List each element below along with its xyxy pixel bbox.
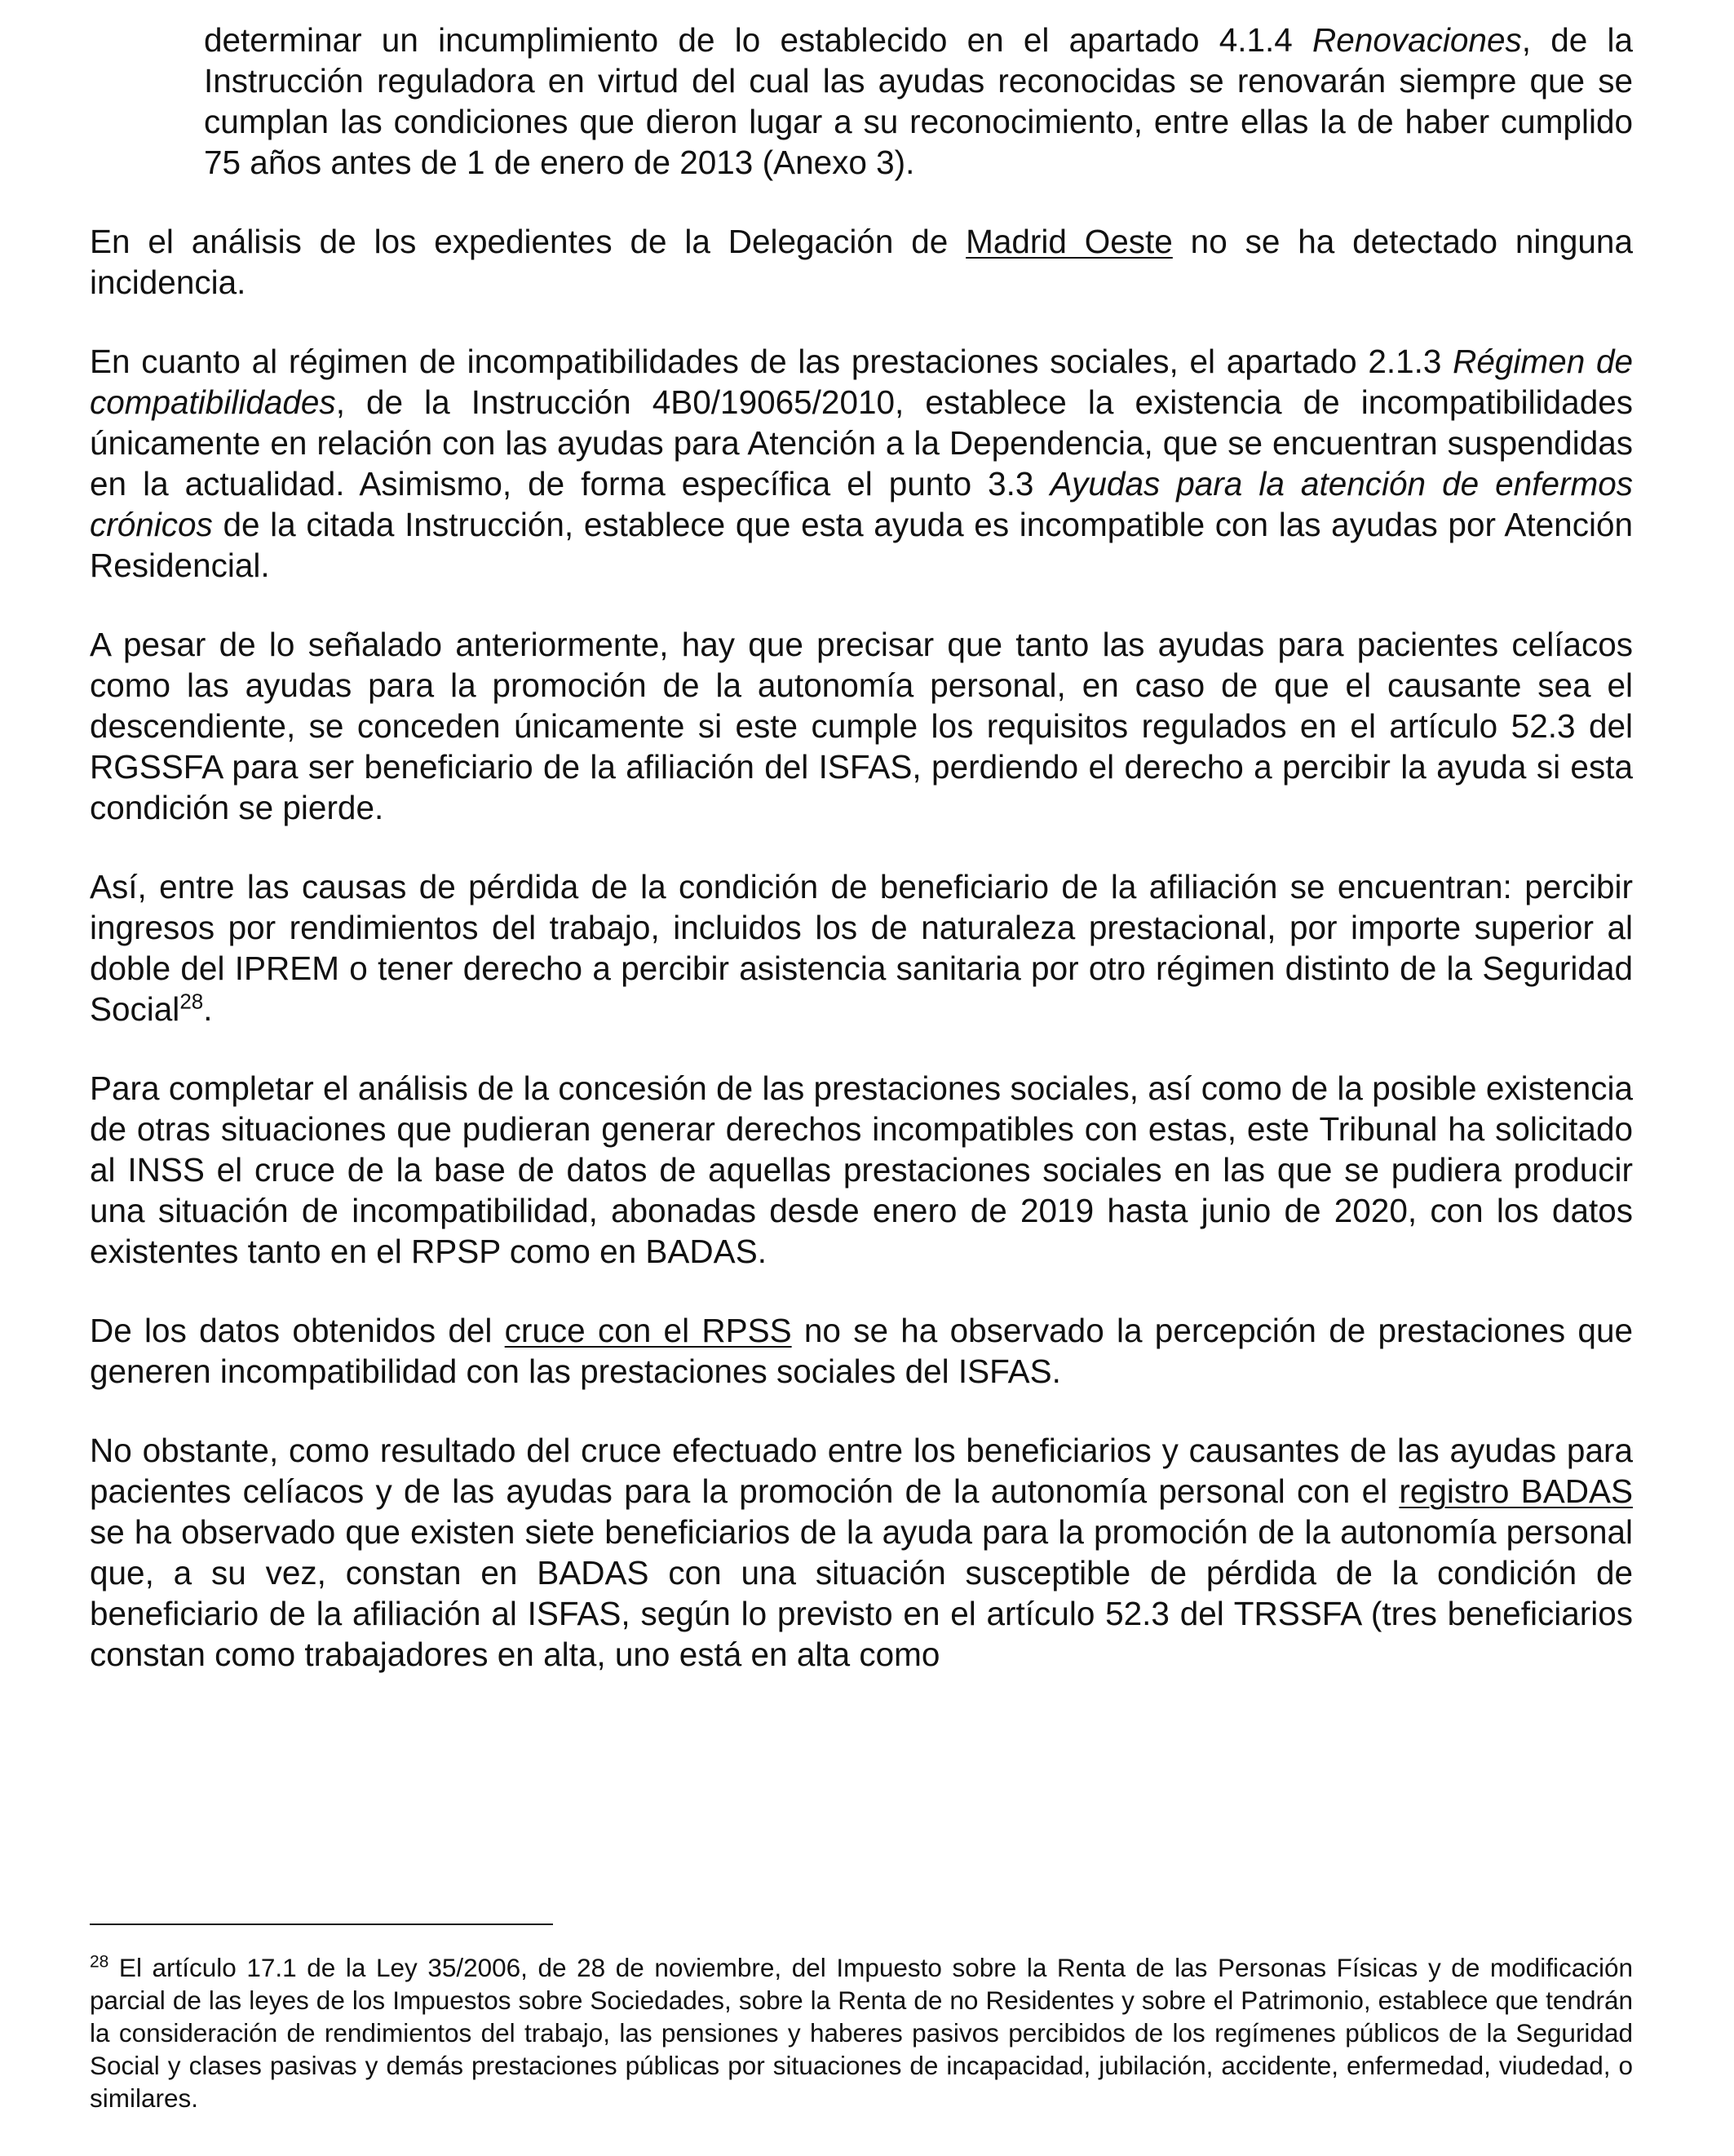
underlined-text: Madrid Oeste [966,223,1173,260]
footnote-separator [90,1924,553,1925]
italic-text: Ayudas para la atención de enfermos crónicos [90,465,1633,543]
footnote-text: El artículo 17.1 de la Ley 35/2006, de 28 de noviembre, del Impuesto sobre la Renta de las Personas Físicas y de modificación parcial de las leyes de los Impuestos sobre Sociedades, sobre la Renta de no Residentes y sobre el Patrimonio, establece que tendrán la consideración de rendimientos del trabajo, las pensiones y haberes pasivos percibidos de los regímenes públicos de la Seguridad Social y clases pasivas y demás prestaciones públicas por situaciones de incapacidad, jubilación, accidente, enfermedad, viudedad, o similares. [90,1953,1633,2113]
paragraph-madrid-oeste [90,221,1633,303]
text-run: Así, entre las causas de pérdida de la condición de beneficiario de la afiliación se encuentran: percibir ingresos por rendimientos del trabajo, incluidos los de naturaleza prestacional, por importe superior al doble del IPREM o tener derecho a percibir asistencia sanitaria por otro régimen distinto de la Seguridad Social [90,868,1633,1028]
paragraph-perdida-condicion [90,866,1633,1029]
text-run: determinar un incumplimiento de lo establecido en el apartado 4.1.4 [204,21,1313,59]
paragraph-renovaciones [204,20,1633,183]
footnote-number: 28 [90,1952,109,1972]
paragraph-registro-badas [90,1430,1633,1675]
footnote-28 [90,1951,1633,2114]
italic-text: Régimen de compatibilidades [90,343,1633,421]
text-run: , de la Instrucción reguladora en virtud del cual las ayudas reconocidas se renovarán siempre que se cumplan las condiciones que dieron lugar a su reconocimiento, entre ellas la de haber cumplido 75 años antes de 1 de enero de 2013 (Anexo 3). [204,21,1634,181]
paragraph-incompatibilidades [90,341,1633,586]
paragraph-cruce-rpss [90,1310,1633,1392]
text-run: no se ha observado la percepción de prestaciones que generen incompatibilidad con las prestaciones sociales del ISFAS. [90,1312,1633,1390]
text-run: De los datos obtenidos del [90,1312,505,1349]
footnote-reference[interactable]: 28 [179,989,204,1014]
body-text [90,20,1633,1713]
italic-text: Renovaciones [1312,21,1522,59]
text-run: de la citada Instrucción, establece que esta ayuda es incompatible con las ayudas por Atención Residencial. [90,506,1633,584]
text-run: , de la Instrucción 4B0/19065/2010, establece la existencia de incompatibilidades únicamente en relación con las ayudas para Atención a la Dependencia, que se encuentran suspendidas en la actualidad. Asimismo, de forma específica el punto 3.3 [90,383,1633,502]
text-run: No obstante, como resultado del cruce efectuado entre los beneficiarios y causantes de las ayudas para pacientes celíacos y de las ayudas para la promoción de la autonomía personal con el [90,1432,1633,1510]
paragraph-celiacos: A pesar de lo señalado anteriormente, hay que precisar que tanto las ayudas para pacientes celíacos como las ayudas para la promoción de la autonomía personal, en caso de que el causante sea el descendiente, se conceden únicamente si este cumple los requisitos regulados en el artículo 52.3 del RGSSFA para ser beneficiario de la afiliación del ISFAS, perdiendo el derecho a percibir la ayuda si esta condición se pierde. [90,626,1633,826]
text-run: se ha observado que existen siete beneficiarios de la ayuda para la promoción de la autonomía personal que, a su vez, constan en BADAS con una situación susceptible de pérdida de la condición de beneficiario de la afiliación al ISFAS, según lo previsto en el artículo 52.3 del TRSSFA (tres beneficiarios constan como trabajadores en alta, uno está en alta como [90,1513,1633,1673]
underlined-text: cruce con el RPSS [504,1312,792,1349]
underlined-text: registro BADAS [1399,1472,1633,1510]
paragraph-cruce-inss: Para completar el análisis de la concesión de las prestaciones sociales, así como de la posible existencia de otras situaciones que pudieran generar derechos incompatibles con estas, este Tribunal ha solicitado al INSS el cruce de la base de datos de aquellas prestaciones sociales en las que se pudiera producir una situación de incompatibilidad, abonadas desde enero de 2019 hasta junio de 2020, con los datos existentes tanto en el RPSP como en BADAS. [90,1069,1633,1270]
text-run: En cuanto al régimen de incompatibilidades de las prestaciones sociales, el apartado 2.1.3 [90,343,1453,380]
text-run: no se ha detectado ninguna incidencia. [90,223,1633,301]
text-run: . [203,990,213,1028]
text-run: En el análisis de los expedientes de la Delegación de [90,223,967,260]
